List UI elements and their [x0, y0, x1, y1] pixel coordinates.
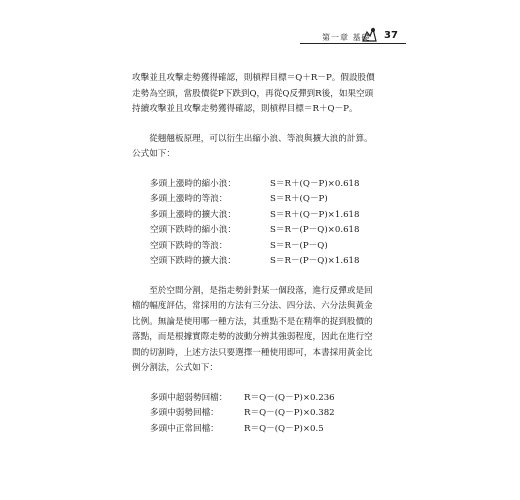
wave-formula-list [132, 177, 416, 270]
formula-expression: S＝R＋(Q－P)×0.618 [270, 178, 360, 189]
formula-label: 多頭上漲時的擴大浪： [150, 209, 236, 220]
formula-row [150, 422, 416, 438]
formula-row [150, 177, 416, 193]
page-body [132, 71, 416, 437]
chapter-emblem-icon [360, 26, 378, 44]
formula-label: 多頭中弱勢回檔： [150, 408, 219, 418]
text-line: 間的切割時，上述方法只要選擇一種使用即可，本書採用黃金比 [132, 347, 373, 358]
formula-label: 多頭中超弱勢回檔： [150, 392, 228, 403]
formula-expression: R＝Q－(Q－P)×0.236 [244, 392, 335, 403]
formula-label: 空頭下跌時的等浪： [150, 240, 228, 251]
formula-row [150, 406, 416, 422]
formula-label: 多頭上漲時的等浪： [150, 194, 228, 204]
text-line: 攻擊並且攻擊走勢獲得確認，則槓桿目標＝Q＋R－P。假設股價 [132, 73, 375, 83]
formula-row [150, 208, 416, 224]
formula-label: 空頭下跌時的擴大浪： [150, 256, 236, 266]
formula-row [150, 239, 416, 255]
formula-expression: S＝R＋(Q－P) [270, 194, 328, 204]
formula-label: 空頭下跌時的縮小浪： [150, 225, 236, 235]
formula-label: 多頭中正常回檔： [150, 423, 219, 434]
formula-expression: S＝R－(P－Q) [270, 240, 328, 251]
text-line: 走勢為空頭，當股價從P下跌到Q，再從Q反彈到R後，如果空頭 [132, 88, 374, 99]
formula-label: 多頭上漲時的縮小浪： [150, 178, 236, 189]
formula-expression: S＝R－(P－Q)×0.618 [270, 225, 360, 235]
page-number: 37 [384, 30, 398, 41]
pullback-formula-list [132, 391, 416, 438]
formula-row [150, 254, 416, 270]
text-line: 例分割法，公式如下： [132, 363, 218, 373]
formula-row [150, 223, 416, 239]
formula-expression: R＝Q－(Q－P)×0.5 [244, 423, 324, 434]
formula-expression: S＝R＋(Q－P)×1.618 [270, 209, 360, 220]
text-line: 比例。無論是使用哪一種方法，其重點不是在精準的捉到股價的 [132, 316, 373, 327]
text-line: 公式如下： [132, 149, 175, 159]
header-rule [300, 43, 406, 44]
paragraph-leverage [132, 71, 416, 118]
text-line: 持續攻擊並且攻擊走勢獲得確認，則槓桿目標＝R＋Q－P。 [132, 104, 358, 114]
paragraph-seesaw [132, 132, 416, 163]
text-line: 落點，而是根據實際走勢的波動分辨其強弱程度，因此在進行空 [132, 332, 373, 342]
text-line: 檔的幅度評估，常採用的方法有三分法、四分法、六分法與黃金 [132, 301, 373, 311]
text-line: 至於空間分割，是指走勢針對某一個段落，進行反彈或是回 [149, 285, 373, 296]
formula-row [150, 192, 416, 208]
chapter-title: 第一章 基礎 [322, 32, 371, 42]
formula-expression: S＝R－(P－Q)×1.618 [270, 256, 360, 266]
text-line: 從翹翹板原理，可以衍生出縮小浪、等浪與擴大浪的計算。 [149, 133, 373, 144]
paragraph-space-division [132, 284, 416, 377]
formula-row [150, 391, 416, 407]
formula-expression: R＝Q－(Q－P)×0.382 [244, 408, 335, 418]
